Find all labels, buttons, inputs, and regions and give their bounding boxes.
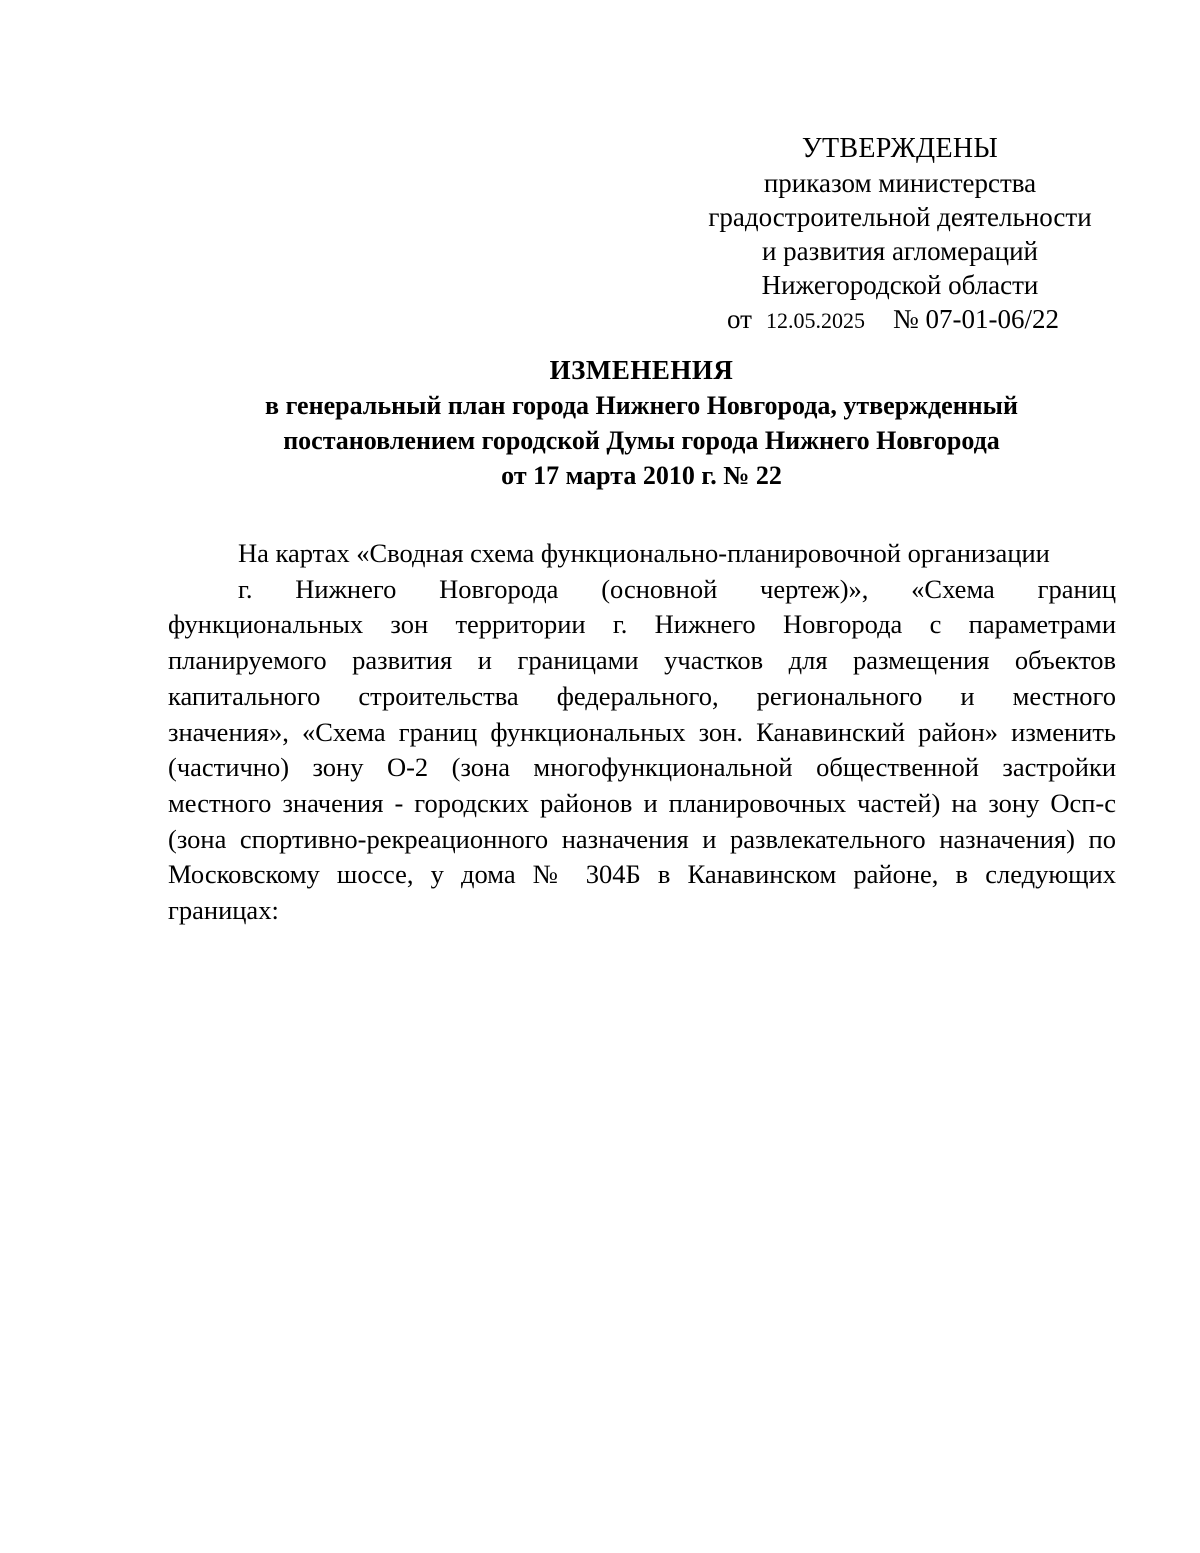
order-reference xyxy=(676,302,1110,338)
body-line: планируемого развития и границами участков для размещения объектов xyxy=(168,645,1116,676)
body-line: границах: xyxy=(168,895,279,926)
body-line: функциональных зон территории г. Нижнего Новгорода с параметрами xyxy=(168,609,1116,640)
title-line: постановлением городской Думы города Нижнего Новгорода xyxy=(283,426,1000,455)
body-line: значения», «Схема границ функциональных зон. Канавинский район» изменить xyxy=(168,716,1116,747)
title-line: в генеральный план города Нижнего Новгорода, утвержденный xyxy=(265,391,1018,420)
approval-line: Нижегородской области xyxy=(761,270,1039,300)
body-line: (частично) зону О-2 (зона многофункциональной общественной застройки xyxy=(168,752,1116,783)
order-number: № 07-01-06/22 xyxy=(892,304,1059,334)
body-line: На картах «Сводная схема функционально-планировочной организации xyxy=(238,538,1050,568)
approval-block xyxy=(690,132,1110,338)
order-from-label: от xyxy=(727,304,752,334)
order-date: 12.05.2025 xyxy=(765,308,865,333)
approval-line: градостроительной деятельности xyxy=(708,202,1092,232)
body-line: капитального строительства федерального, регионального и местного xyxy=(168,680,1116,711)
approval-line: приказом министерства xyxy=(763,168,1037,198)
body-paragraph xyxy=(168,536,1116,929)
document-title xyxy=(140,353,1143,493)
body-line: местного значения - городских районов и планировочных частей) на зону Осп-с xyxy=(168,787,1116,818)
body-line: г. Нижнего Новгорода (основной чертеж)», «Схема границ xyxy=(238,573,1116,604)
title-main: ИЗМЕНЕНИЯ xyxy=(549,355,734,385)
body-line: Московскому шоссе, у дома № 304Б в Канавинском районе, в следующих xyxy=(168,859,1116,890)
title-line: от 17 марта 2010 г. № 22 xyxy=(501,461,782,490)
approval-heading: УТВЕРЖДЕНЫ xyxy=(801,133,999,164)
body-line: (зона спортивно-рекреационного назначения и развлекательного назначения) по xyxy=(168,823,1116,854)
approval-line: и развития агломераций xyxy=(761,236,1038,266)
